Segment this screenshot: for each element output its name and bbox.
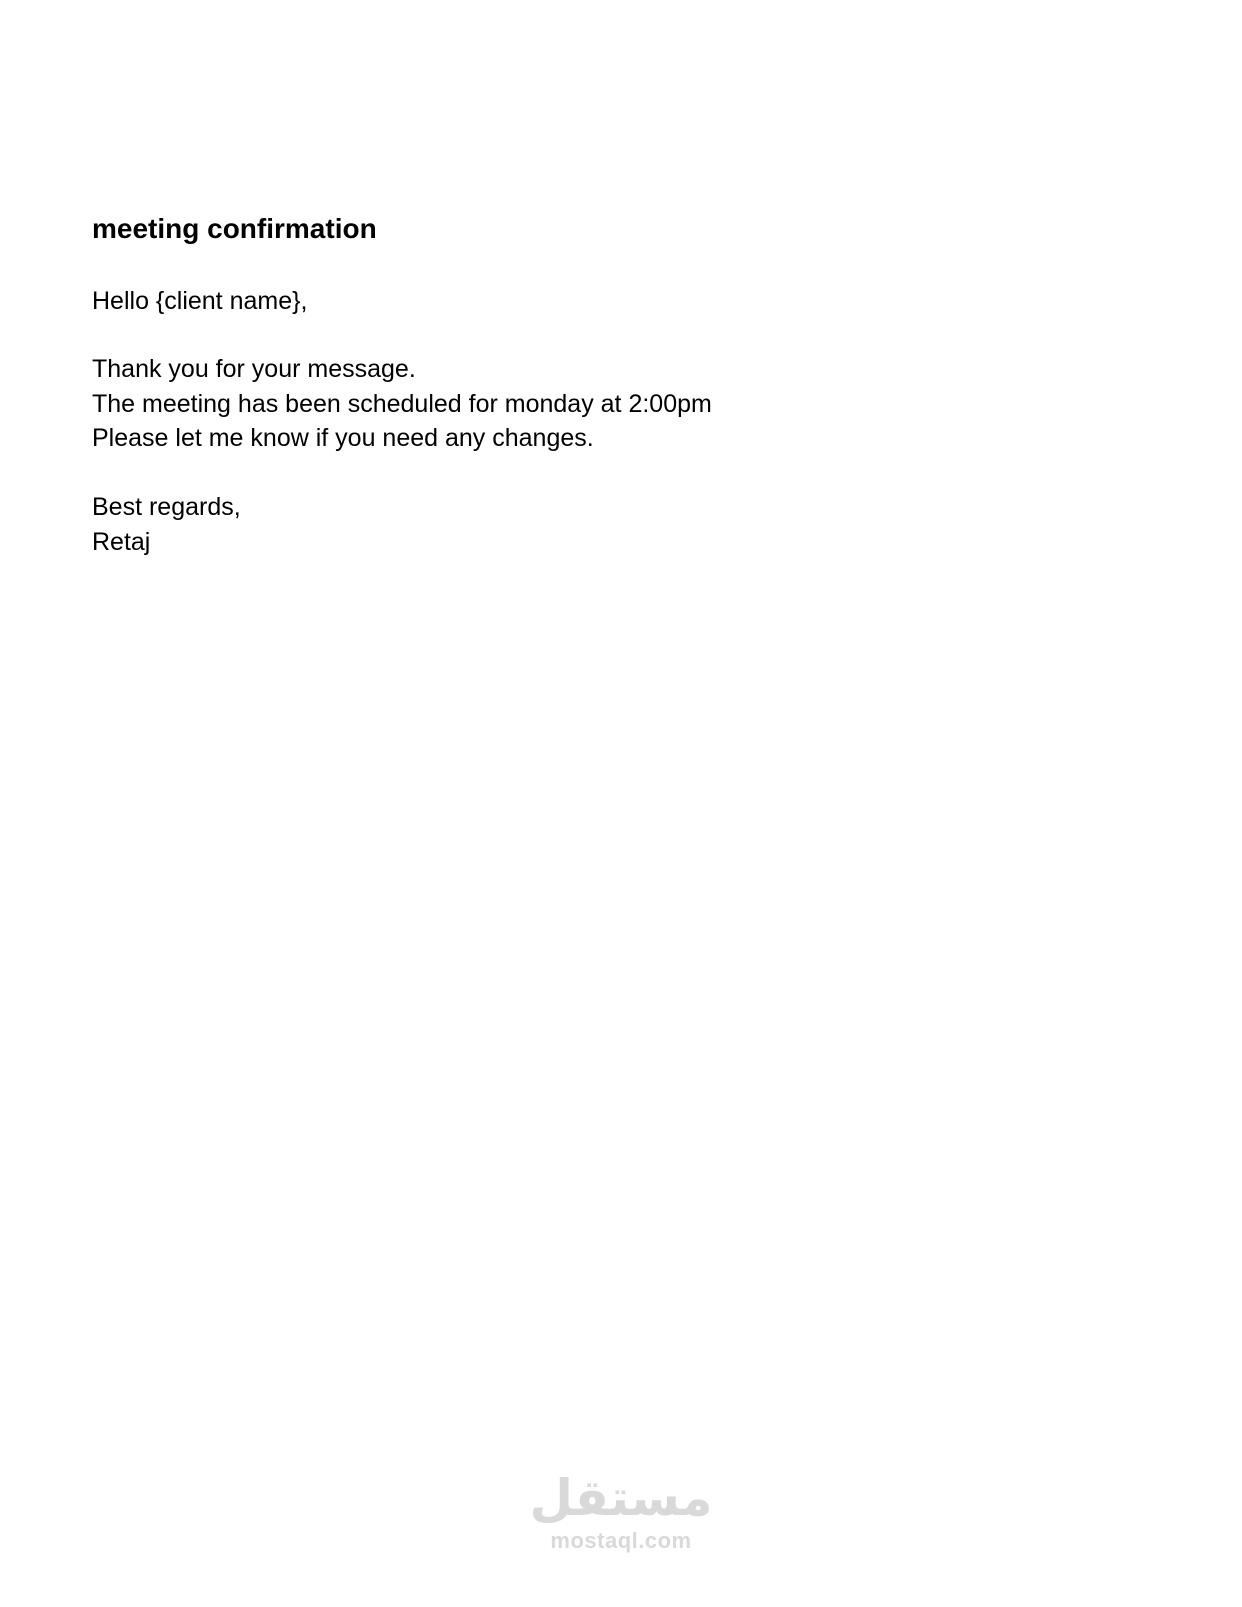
document-title: meeting confirmation — [92, 213, 377, 244]
body-line: The meeting has been scheduled for monday at 2:00pm — [92, 390, 712, 418]
body-line: Thank you for your message. — [92, 355, 416, 383]
watermark-logo-arabic: مستقل — [529, 1469, 713, 1527]
greeting-line: Hello {client name}, — [92, 287, 308, 315]
signature-line: Retaj — [92, 528, 151, 556]
body-line: Please let me know if you need any changes. — [92, 424, 594, 452]
watermark-logo-text: mostaql.com — [550, 1528, 692, 1553]
closing-line: Best regards, — [92, 493, 241, 521]
mostaql-watermark — [521, 1468, 721, 1578]
